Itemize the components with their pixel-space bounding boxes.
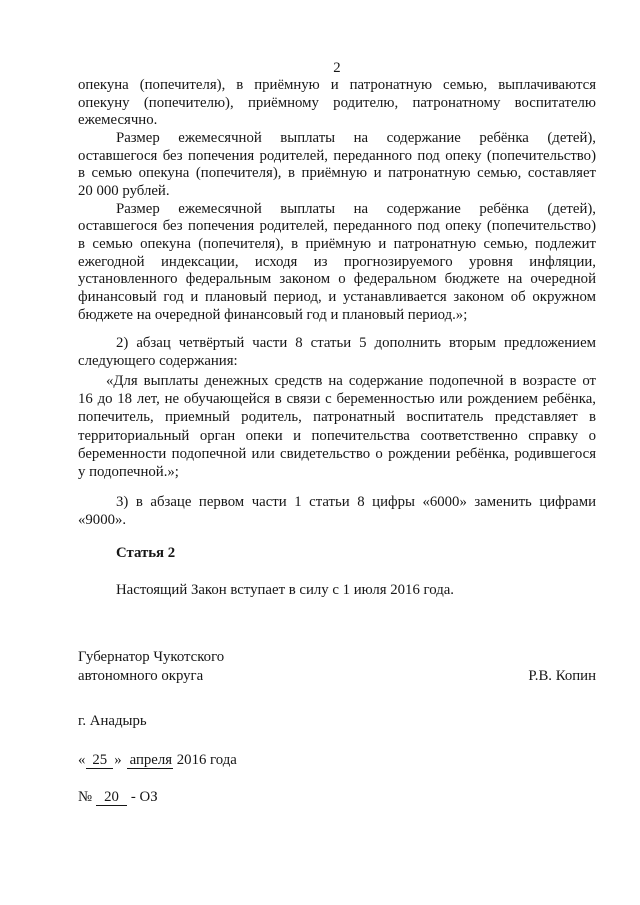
text-line: бюджете на очередной финансовый год и плановый период.»; <box>78 306 468 323</box>
article-text: Настоящий Закон вступает в силу с 1 июля 2016 года. <box>116 582 455 598</box>
text-line: ежегодной индексации, исходя из прогнозируемого уровня инфляции, <box>78 253 596 270</box>
text-line: территориальный орган опеки и попечительства соответственно справку о <box>78 427 596 444</box>
date-year: 2016 года <box>176 752 237 768</box>
text-line: Размер ежемесячной выплаты на содержание ребёнка (детей), <box>116 129 596 146</box>
text-line: попечитель, приемный родитель, патронатный воспитатель представляет в <box>78 409 596 426</box>
law-number-line <box>78 788 596 806</box>
number-sign: № <box>78 789 93 805</box>
signatory-title-line-2: автономного округа <box>78 667 204 684</box>
text-line: следующего содержания: <box>78 353 238 369</box>
date-day: 25 <box>86 753 113 769</box>
paragraph <box>78 130 596 201</box>
date-close-quote: » <box>114 752 122 768</box>
text-line: в семью опекуна (попечителя), в приёмную и патронатную семью, составляет <box>78 165 596 182</box>
signature-row <box>78 667 596 686</box>
paragraph <box>78 493 596 529</box>
date-line <box>78 751 596 769</box>
amendment-text-block <box>78 77 596 324</box>
law-number-suffix: - ОЗ <box>130 789 158 805</box>
quoted-paragraph <box>78 372 596 481</box>
text-line: оставшегося без попечения родителей, переданного под опеку (попечительство) <box>78 218 596 235</box>
date-open-quote: « <box>78 752 86 768</box>
text-line: в семью опекуна (попечителя), в приёмную и патронатную семью, подлежит <box>78 235 596 252</box>
text-line: 3) в абзаце первом части 1 статьи 8 цифры «6000» заменить цифрами <box>116 494 596 510</box>
text-line: финансовый год и плановый период, и устанавливается законом об окружном <box>78 288 596 305</box>
signatory-title-line-1: Губернатор Чукотского <box>78 649 225 665</box>
place-of-signing: г. Анадырь <box>78 713 147 729</box>
law-number: 20 <box>96 790 127 806</box>
text-line: 16 до 18 лет, не обучающейся в связи с беременностью или рождением ребёнка, <box>78 391 596 408</box>
paragraph <box>78 77 596 130</box>
signatory-name: Р.В. Копин <box>528 667 596 684</box>
text-line: 20 000 рублей. <box>78 182 170 199</box>
text-line: оставшегося без попечения родителей, переданного под опеку (попечительство) <box>78 147 596 164</box>
paragraph <box>78 334 596 370</box>
text-line: «9000». <box>78 512 127 528</box>
text-line: Размер ежемесячной выплаты на содержание ребёнка (детей), <box>116 200 596 217</box>
text-line: беременности подопечной или свидетельство о рождении ребёнка, родившегося <box>78 445 596 462</box>
text-line: опекуна (попечителя), в приёмную и патронатную семью, выплачиваются <box>78 77 596 93</box>
date-month: апреля <box>127 753 173 769</box>
article-heading: Статья 2 <box>116 545 176 561</box>
text-line: «Для выплаты денежных средств на содержание подопечной в возрасте от <box>106 373 596 389</box>
text-line: 2) абзац четвёртый части 8 статьи 5 дополнить вторым предложением <box>116 335 596 351</box>
text-line: опекуну (попечителю), приёмному родителю, патронатному воспитателю <box>78 94 596 111</box>
text-line: ежемесячно. <box>78 112 158 129</box>
text-line: у подопечной.»; <box>78 464 179 481</box>
page-number: 2 <box>333 60 341 76</box>
signature-block <box>78 648 596 685</box>
paragraph <box>78 201 596 325</box>
text-line: установленного федеральным законом о федеральном бюджете на очередной <box>78 271 596 288</box>
